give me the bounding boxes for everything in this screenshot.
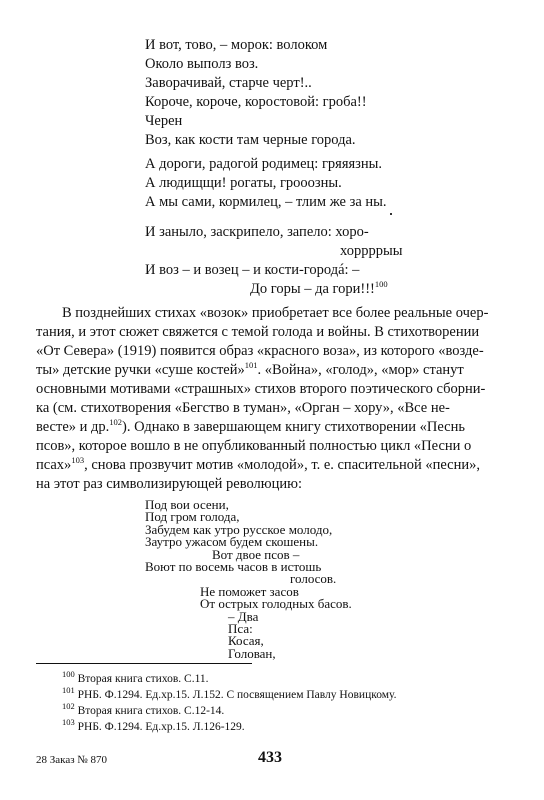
poem-line: Пса: [228, 621, 253, 636]
poem-line: До горы – да гори!!!$^{100}$ [250, 279, 388, 297]
poem-line: Вот двое псов – [212, 546, 300, 562]
footnote-ref: 101 [244, 360, 258, 371]
page-number: 433 [258, 749, 282, 766]
prose-line: В позднейших стихах «возок» приобретает все более реальные очер- [62, 305, 489, 321]
poem-line: И вот, тово, – морок: волоком [145, 37, 328, 53]
poem-line: От острых голодных басов. [200, 596, 352, 612]
poem-line: Голован, [228, 645, 276, 661]
poem-line: Под вои осени, [145, 497, 229, 512]
poem-line: И воз – и возец – и кости-городá: – [145, 262, 360, 278]
poem-line: Заворачивай, старче черт!.. [145, 75, 312, 91]
footnote-number: 103 [62, 717, 75, 728]
prose-line: «От Севера» (1919) появится образ «красного воза», из которого «возде- [36, 343, 484, 359]
prose-line: тания, и этот сюжет свяжется с темой голода и войны. В стихотворении [36, 324, 480, 340]
poem-line: Заутро ужасом будем скошены. [145, 534, 319, 550]
poem-line: Короче, короче, коростовой: гроба!! [145, 94, 367, 110]
prose-line: основными мотивами «страшных» стихов второго поэтического сборни- [36, 381, 486, 397]
footnote-rule [36, 663, 252, 664]
footnote-ref: 103 [71, 455, 85, 466]
prose-line: весте» и др.$^{102}$). Однако в завершающем книгу стихотворении «Песнь [36, 417, 465, 435]
footnote-ref: 102 [109, 417, 123, 428]
prose-line: псах»$^{103}$, снова прозвучит мотив «молодой», т. е. спасительной «песни», [36, 455, 480, 473]
poem-line: И заныло, заскрипело, запело: хоро- [145, 224, 369, 240]
poem-line: Черен [145, 113, 183, 129]
footnote-number: 100 [62, 669, 75, 680]
footnote-number: 101 [62, 685, 75, 696]
poem-line: – Два [228, 608, 259, 624]
poem-line: хоррррыы [340, 243, 403, 259]
poem-line: А людищщи! рогаты, грооозны. [145, 175, 342, 191]
poem-line: голосов. [290, 571, 337, 587]
prose-line: на этот раз символизирующей революцию: [36, 476, 302, 492]
prose-line: псов», которое вошло в не опубликованный полностью цикл «Песни о [36, 438, 472, 454]
footnote-ref: 100 [374, 279, 388, 290]
prose-line: ка (см. стихотворения «Бегство в туман», «Орган – хору», «Все не- [36, 400, 450, 416]
poem-line: Около выполз воз. [145, 56, 259, 72]
footnote: $^{103}$ РНБ. Ф.1294. Ед.хр.15. Л.126-129. [62, 717, 245, 733]
printer-signature: 28 Заказ № 870 [36, 754, 108, 766]
poem-line: Под гром голода, [145, 509, 240, 525]
poem-line: Не поможет засов [200, 583, 299, 599]
poem-line: Забудем как утро русское молодо, [145, 521, 333, 537]
print-speck [390, 213, 392, 215]
poem-line: А мы сами, кормилец, – тлим же за ны. [145, 194, 387, 210]
poem-line: А дороги, радогой родимец: гряяязны. [145, 156, 383, 172]
footnote: $^{100}$ Вторая книга стихов. С.11. [62, 669, 209, 685]
prose-line: ты» детские ручки «суше костей»$^{101}$. «Война», «голод», «мор» станут [36, 360, 464, 378]
footnote: $^{102}$ Вторая книга стихов. С.12-14. [62, 701, 225, 717]
poem-line: Воют по восемь часов в истошь [145, 559, 322, 574]
poem-line: Воз, как кости там черные города. [145, 132, 356, 148]
footnote: $^{101}$ РНБ. Ф.1294. Ед.хр.15. Л.152. С посвящением Павлу Новицкому. [62, 685, 397, 701]
poem-line: Косая, [228, 633, 264, 649]
footnote-number: 102 [62, 701, 75, 712]
